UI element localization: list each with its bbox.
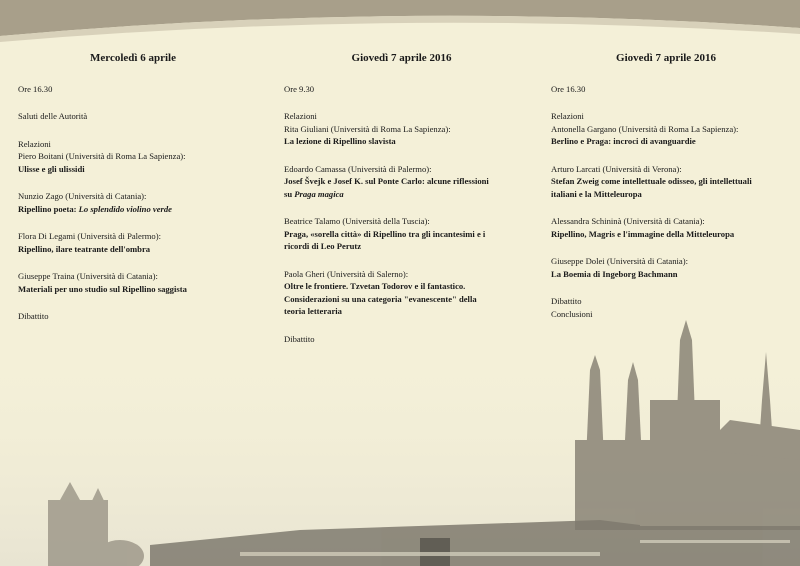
talk-title: Ripellino, Magris e l'immagine della Mitteleuropa — [551, 228, 735, 239]
talk-title: Praga, «sorella città» di Ripellino tra gli incantesimi e i — [284, 228, 486, 239]
talk-title-italic: Praga magica — [294, 188, 344, 199]
talk-title: Ripellino, ilare teatrante dell'ombra — [18, 243, 151, 254]
session-time: Ore 16.30 — [18, 83, 53, 94]
talk-title-prefix: Ripellino poeta: — [18, 203, 79, 214]
talk-title: Ulisse e gli ulissidi — [18, 163, 85, 174]
closing-debate: Dibattito — [284, 333, 315, 344]
talk-title: Considerazioni su una categoria "evanescente" della — [284, 293, 477, 304]
talk-title: italiani e la Mitteleuropa — [551, 188, 642, 199]
talk-title: Oltre le frontiere. Tzvetan Todorov e il fantastico. — [284, 281, 466, 291]
talk-title-italic: Lo splendido violino verde — [78, 203, 172, 214]
day-heading: Giovedì 7 aprile 2016 — [351, 52, 452, 64]
talk-speaker: Nunzio Zago (Università di Catania): — [18, 191, 147, 201]
talk-title: Berlino e Praga: incroci di avanguardie — [551, 136, 696, 146]
talk-speaker: Flora Di Legami (Università di Palermo): — [18, 231, 161, 241]
conclusions: Conclusioni — [551, 308, 593, 319]
talk-title: Materiali per uno studio sul Ripellino saggista — [18, 283, 187, 294]
talk-title — [284, 188, 534, 201]
talk-speaker: Arturo Larcati (Università di Verona): — [551, 163, 682, 174]
section-label: Relazioni — [18, 138, 51, 149]
day-heading: Giovedì 7 aprile 2016 — [616, 52, 716, 64]
talk-title: La Boemia di Ingeborg Bachmann — [551, 268, 678, 279]
talk-title: teoria letteraria — [284, 306, 342, 316]
talk-title: Josef Švejk e Josef K. sul Ponte Carlo: alcune riflessioni — [284, 176, 489, 186]
talk-title: Stefan Zweig come intellettuale odisseo, gli intellettuali — [551, 176, 752, 186]
talk-title-prefix: su — [284, 188, 295, 199]
talk-speaker: Beatrice Talamo (Università della Tuscia): — [284, 216, 430, 226]
schedule-column-3 — [551, 52, 791, 320]
section-label: Relazioni — [284, 111, 317, 121]
talk-speaker: Giuseppe Dolei (Università di Catania): — [551, 256, 688, 266]
talk-speaker: Rita Giuliani (Università di Roma La Sapienza): — [284, 123, 451, 134]
session-time: Ore 16.30 — [551, 83, 586, 94]
session-time: Ore 9.30 — [284, 83, 315, 94]
day-heading: Mercoledì 6 aprile — [90, 52, 176, 64]
opening-remarks: Saluti delle Autorità — [18, 111, 88, 121]
schedule-column-2 — [284, 52, 534, 345]
talk-title: ricordi di Leo Perutz — [284, 241, 362, 251]
talk-title — [18, 203, 258, 216]
closing-debate: Dibattito — [18, 311, 49, 321]
schedule-column-1 — [18, 52, 258, 323]
talk-title: La lezione di Ripellino slavista — [284, 136, 396, 146]
talk-speaker: Antonella Gargano (Università di Roma La Sapienza): — [551, 123, 739, 134]
talk-speaker: Piero Boitani (Università di Roma La Sapienza): — [18, 151, 186, 161]
talk-speaker: Giuseppe Traina (Università di Catania): — [18, 271, 158, 281]
section-label: Relazioni — [551, 111, 584, 121]
closing-debate: Dibattito — [551, 296, 582, 306]
talk-speaker: Paola Gheri (Università di Salerno): — [284, 268, 409, 279]
talk-speaker: Edoardo Camassa (Università di Palermo): — [284, 163, 432, 174]
talk-speaker: Alessandra Schininà (Università di Catania): — [551, 216, 705, 226]
